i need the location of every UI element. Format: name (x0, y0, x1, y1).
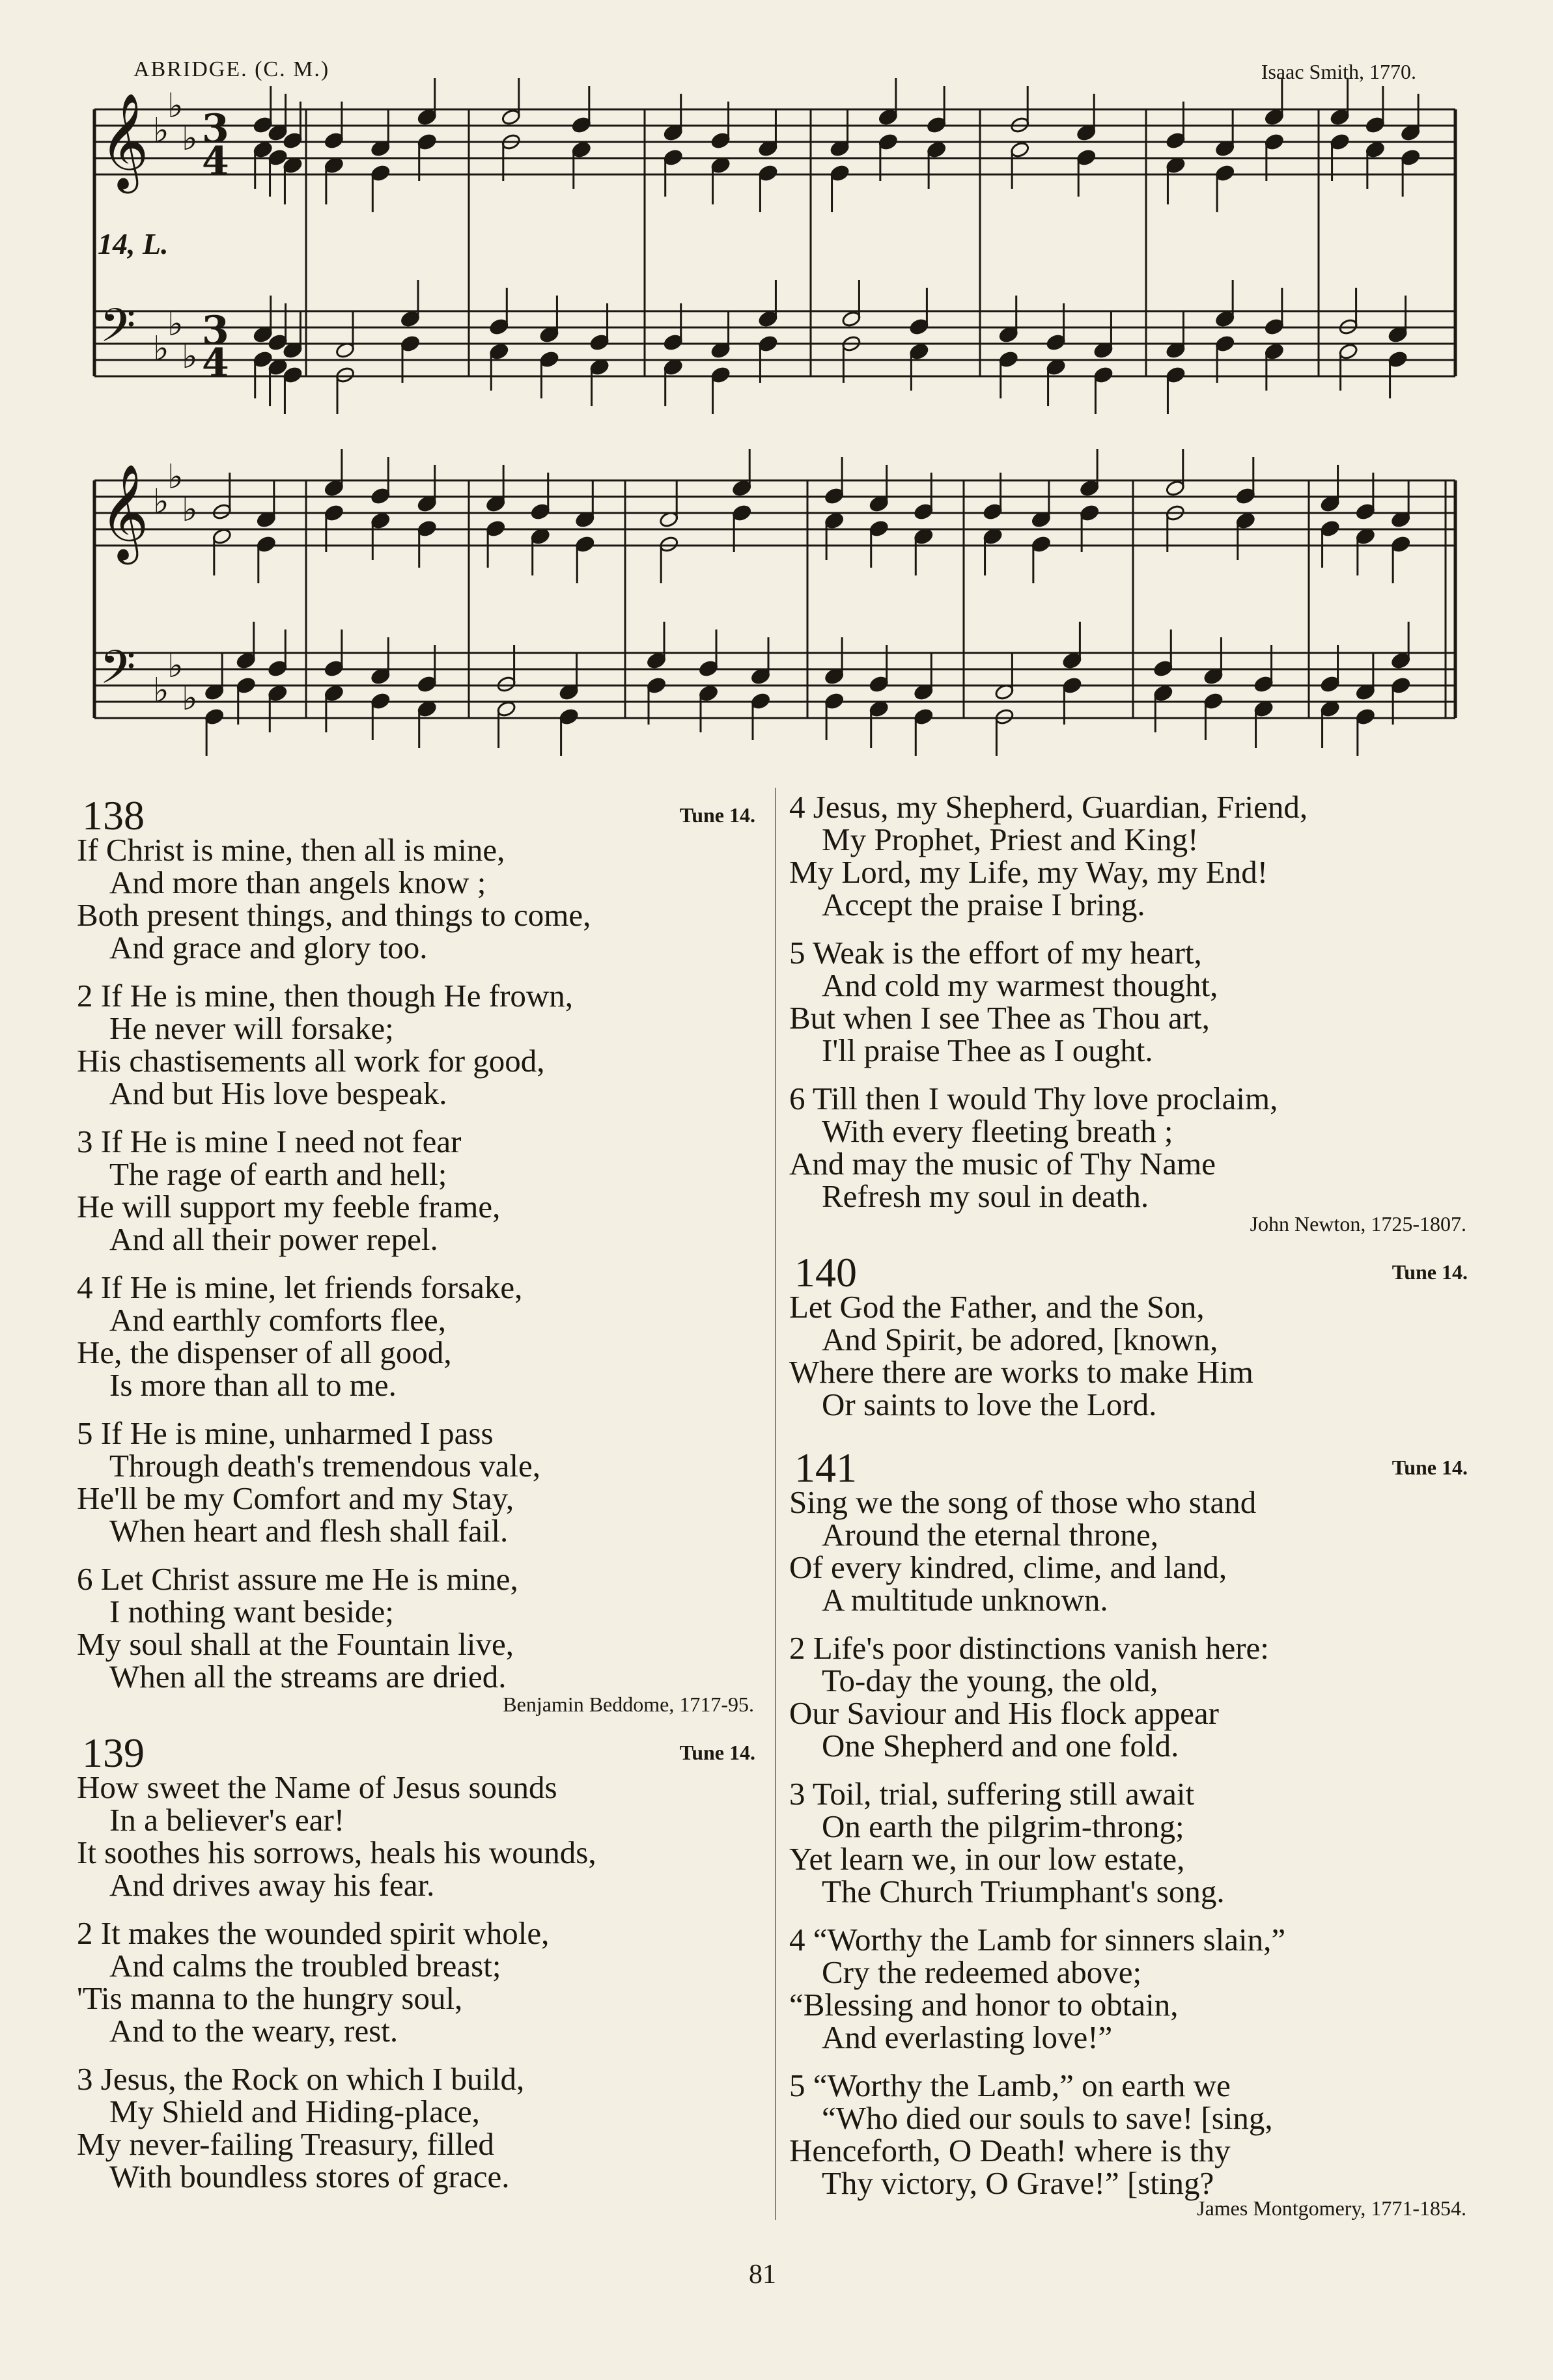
hymn-author: Benjamin Beddome, 1717-95. (503, 1693, 754, 1716)
hymn-header (789, 1437, 1473, 1491)
stanza-line: “Who died our souls to save! [sing, (822, 2100, 1273, 2136)
hymn-number: 141 (794, 1445, 857, 1491)
flat-icon: ♭ (167, 305, 184, 344)
stanza-line: If Christ is mine, then all is mine, (77, 832, 505, 868)
stanza-line: And may the music of Thy Name (789, 1146, 1216, 1182)
stanza-line: 'Tis manna to the hungry soul, (77, 1980, 463, 2016)
hymn-138 (77, 834, 761, 1715)
hymn-number: 138 (82, 792, 145, 838)
stanza-line: One Shepherd and one fold. (822, 1728, 1179, 1764)
stanza-line: It soothes his sorrows, heals his wounds, (77, 1834, 596, 1870)
hymn-140 (789, 1291, 1473, 1421)
flat-icon: ♭ (167, 458, 184, 497)
stanza-line: Cry the redeemed above; (822, 1954, 1142, 1990)
stanza-line: In a believer's ear! (109, 1802, 345, 1838)
hymn-header (789, 1241, 1473, 1295)
stanza-line: Refresh my soul in death. (822, 1178, 1149, 1214)
stanza-line: Our Saviour and His flock appear (789, 1695, 1219, 1731)
stanza-line: My never-failing Treasury, filled (77, 2126, 494, 2162)
stanza-line: I nothing want beside; (109, 1594, 394, 1629)
tune-number: 14, L. (98, 227, 169, 260)
stanza-line: He will support my feeble frame, (77, 1189, 501, 1225)
stanza-line: 2 Life's poor distinctions vanish here: (789, 1630, 1269, 1666)
stanza (789, 791, 1473, 921)
stanza-line: And Spirit, be adored, [known, (822, 1321, 1218, 1357)
time-signature-top: 3 (202, 308, 229, 353)
flat-icon: ♭ (153, 482, 169, 521)
stanza-line: 2 It makes the wounded spirit whole, (77, 1915, 550, 1951)
time-signature-bottom: 4 (202, 340, 229, 386)
hymn-header (77, 784, 761, 838)
stanza-line: 4 Jesus, my Shepherd, Guardian, Friend, (789, 789, 1308, 825)
stanza-line: But when I see Thee as Thou art, (789, 1000, 1210, 1036)
stanza-line: Accept the praise I bring. (822, 887, 1145, 922)
hymn-tune-ref: Tune 14. (1392, 1456, 1468, 1479)
stanza-line: And drives away his fear. (109, 1867, 435, 1903)
flat-icon: ♭ (167, 646, 184, 685)
hymn-number: 139 (82, 1730, 145, 1776)
hymn-tune-ref: Tune 14. (679, 803, 755, 827)
stanza-line: With boundless stores of grace. (109, 2159, 510, 2194)
stanza-line: My Shield and Hiding-place, (109, 2094, 480, 2129)
stanza (789, 1924, 1473, 2054)
stanza-line: Around the eternal throne, (822, 1517, 1159, 1553)
stanza (789, 1083, 1473, 1213)
stanza (77, 1917, 761, 2047)
hymn-author: James Montgomery, 1771-1854. (1197, 2196, 1466, 2220)
flat-icon: ♭ (182, 490, 198, 529)
treble-clef-icon: 𝄞 (100, 464, 149, 560)
flat-icon: ♭ (153, 671, 169, 710)
flat-icon: ♭ (182, 119, 198, 158)
tune-name: ABRIDGE. (C. M.) (133, 57, 330, 81)
stanza-line: 3 If He is mine I need not fear (77, 1124, 462, 1159)
stanza (77, 980, 761, 1110)
stanza-line: Let God the Father, and the Son, (789, 1289, 1205, 1325)
stanza-line: And earthly comforts flee, (109, 1302, 447, 1338)
stanza-line: Yet learn we, in our low estate, (789, 1841, 1185, 1877)
stanza (77, 1271, 761, 1402)
stanza (77, 1417, 761, 1547)
bass-clef-icon: 𝄢 (100, 641, 136, 706)
stanza-line: The rage of earth and hell; (109, 1156, 447, 1192)
stanza-line: With every fleeting breath ; (822, 1113, 1173, 1149)
hymn-139-continued (789, 791, 1473, 1235)
hymn-tune-ref: Tune 14. (679, 1741, 755, 1764)
stanza-line: 5 “Worthy the Lamb,” on earth we (789, 2068, 1231, 2103)
stanza (77, 1771, 761, 1902)
stanza-line: When heart and flesh shall fail. (109, 1513, 509, 1549)
stanza-line: Thy victory, O Grave!” [sting? (822, 2165, 1214, 2201)
stanza (77, 834, 761, 964)
stanza (77, 1126, 761, 1256)
stanza-line: Henceforth, O Death! where is thy (789, 2133, 1231, 2168)
music-score (0, 0, 1553, 768)
page-number: 81 (749, 2260, 776, 2290)
stanza-line: How sweet the Name of Jesus sounds (77, 1769, 557, 1805)
stanza-line: 4 “Worthy the Lamb for sinners slain,” (789, 1922, 1286, 1958)
stanza-line: He, the dispenser of all good, (77, 1335, 452, 1370)
hymn-139 (77, 1771, 761, 2193)
stanza (789, 1291, 1473, 1421)
stanza-line: The Church Triumphant's song. (822, 1874, 1225, 1909)
stanza-line: He never will forsake; (109, 1010, 394, 1046)
flat-icon: ♭ (182, 337, 198, 376)
stanza-line: Where there are works to make Him (789, 1354, 1253, 1390)
stanza-line: Is more than all to me. (109, 1367, 397, 1403)
hymn-author: John Newton, 1725-1807. (1250, 1212, 1466, 1236)
flat-icon: ♭ (153, 111, 169, 150)
stanza-line: A multitude unknown. (822, 1582, 1108, 1618)
stanza-line: 3 Jesus, the Rock on which I build, (77, 2061, 525, 2097)
stanza-line: And more than angels know ; (109, 865, 486, 900)
stanza-line: Of every kindred, clime, and land, (789, 1549, 1227, 1585)
time-signature-top: 3 (202, 106, 229, 152)
stanza (789, 937, 1473, 1067)
stanza-line: And everlasting love!” (822, 2019, 1113, 2055)
right-column (789, 791, 1473, 2226)
stanza-line: 5 Weak is the effort of my heart, (789, 935, 1202, 971)
stanza-line: And calms the troubled breast; (109, 1948, 501, 1984)
stanza-line: My soul shall at the Fountain live, (77, 1626, 514, 1662)
hymn-tune-ref: Tune 14. (1392, 1260, 1468, 1284)
stanza-line: His chastisements all work for good, (77, 1043, 545, 1079)
stanza-line: 5 If He is mine, unharmed I pass (77, 1415, 494, 1451)
stanza-line: Sing we the song of those who stand (789, 1484, 1257, 1520)
stanza (77, 1563, 761, 1693)
stanza-line: 3 Toil, trial, suffering still await (789, 1776, 1195, 1812)
stanza-line: And grace and glory too. (109, 930, 428, 965)
hymn-header (77, 1722, 761, 1776)
stanza (77, 2063, 761, 2193)
stanza-line: 6 Till then I would Thy love proclaim, (789, 1081, 1278, 1116)
stanza-line: My Prophet, Priest and King! (822, 822, 1199, 857)
stanza-line: And but His love bespeak. (109, 1075, 447, 1111)
stanza-line: I'll praise Thee as I ought. (822, 1032, 1153, 1068)
time-signature-bottom: 4 (202, 139, 229, 184)
stanza-line: 2 If He is mine, then though He frown, (77, 978, 574, 1014)
stanza (789, 2069, 1473, 2200)
flat-icon: ♭ (153, 329, 169, 368)
stanza-line: And all their power repel. (109, 1221, 438, 1257)
flat-icon: ♭ (182, 679, 198, 718)
stanza-line: And to the weary, rest. (109, 2013, 399, 2049)
stanza-line: Through death's tremendous vale, (109, 1448, 540, 1484)
stanza-line: Both present things, and things to come, (77, 897, 591, 933)
stanza-line: My Lord, my Life, my Way, my End! (789, 854, 1268, 890)
column-divider (775, 788, 776, 2220)
stanza-line: On earth the pilgrim-throng; (822, 1808, 1184, 1844)
stanza-line: To-day the young, the old, (822, 1663, 1158, 1698)
left-column (77, 784, 761, 2209)
stanza-line: When all the streams are dried. (109, 1659, 507, 1695)
hymn-number: 140 (794, 1249, 857, 1295)
stanza-line: “Blessing and honor to obtain, (789, 1987, 1179, 2023)
stanza (789, 1486, 1473, 1616)
hymn-141 (789, 1486, 1473, 2219)
stanza-line: Or saints to love the Lord. (822, 1387, 1157, 1422)
flat-icon: ♭ (167, 87, 184, 126)
stanza-line: 6 Let Christ assure me He is mine, (77, 1561, 518, 1597)
composer: Isaac Smith, 1770. (1261, 60, 1416, 83)
stanza-line: And cold my warmest thought, (822, 967, 1218, 1003)
stanza-line: 4 If He is mine, let friends forsake, (77, 1269, 523, 1305)
stanza (789, 1632, 1473, 1762)
bass-clef-icon: 𝄢 (100, 299, 136, 364)
stanza-line: He'll be my Comfort and my Stay, (77, 1480, 514, 1516)
stanza (789, 1778, 1473, 1908)
treble-clef-icon: 𝄞 (100, 92, 149, 189)
